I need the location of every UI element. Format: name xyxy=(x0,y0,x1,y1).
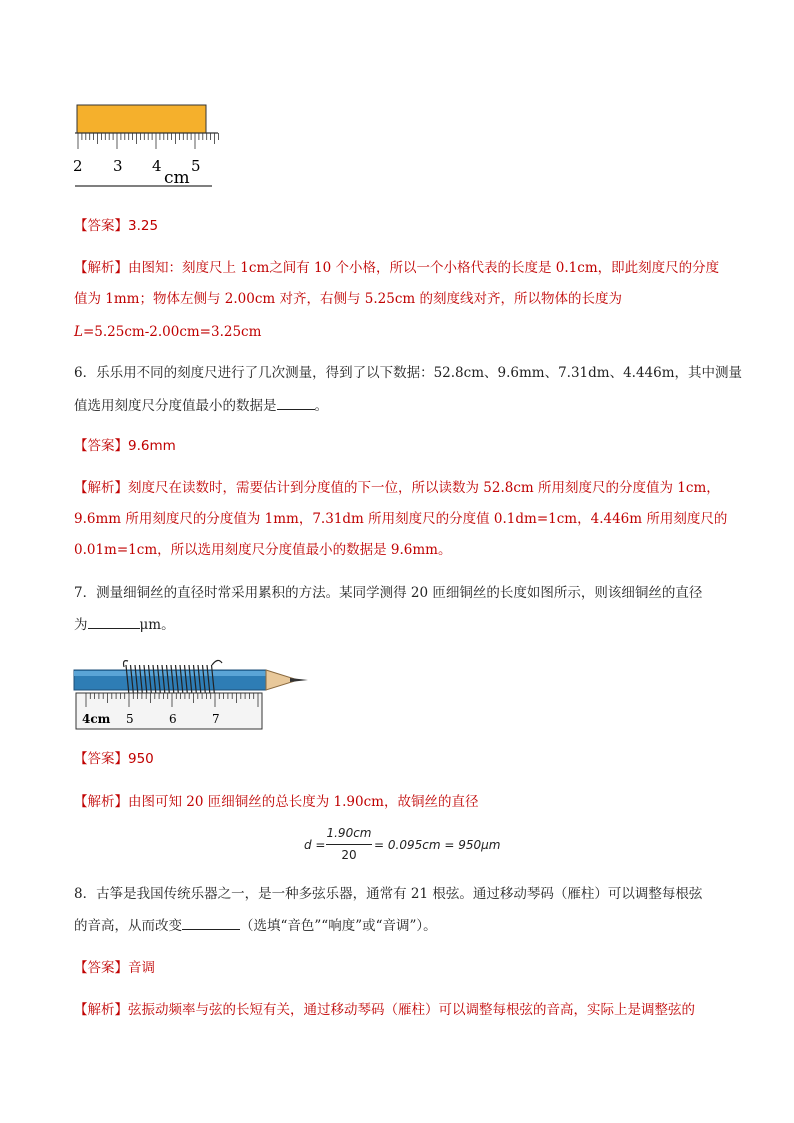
q7-analysis-line1: 【解析】由图可知 20 匝细铜丝的总长度为 1.90cm，故铜丝的直径 xyxy=(74,794,479,810)
diameter-formula: d = 1.90cm 20 = 0.095cm = 950μm xyxy=(304,826,501,862)
q8-answer xyxy=(74,958,724,978)
ruler-label-2: 2 xyxy=(73,157,83,175)
q6-analysis-line3: 0.01m=1cm，所以选用刻度尺分度值最小的数据是 9.6mm。 xyxy=(74,542,452,558)
answer-tag: 【答案】 xyxy=(74,751,128,767)
q6-stem-line1: 6．乐乐用不同的刻度尺进行了几次测量，得到了以下数据：52.8cm、9.6mm、7.31dm、4.446m，其中测量 xyxy=(74,365,743,381)
q6-stem-line2: 值选用刻度尺分度值最小的数据是 。 xyxy=(74,395,724,416)
ruler-unit: cm xyxy=(164,168,190,188)
answer-value: 音调 xyxy=(128,960,155,976)
ruler-label-3: 3 xyxy=(113,157,123,175)
analysis-tag: 【解析】 xyxy=(74,260,128,276)
ruler-ticks xyxy=(78,133,218,149)
q8-analysis-line1: 【解析】弦振动频率与弦的长短有关，通过移动琴码（雁柱）可以调整每根弦的音高，实际上是调整弦的 xyxy=(74,1002,695,1018)
ruler-label-6: 6 xyxy=(169,712,177,726)
answer-blank xyxy=(88,614,140,629)
q5-analysis-line2: 值为 1mm；物体左侧与 2.00cm 对齐，右侧与 5.25cm 的刻度线对齐，所以物体的长度为 xyxy=(74,291,622,307)
q7-answer xyxy=(74,749,724,769)
answer-blank xyxy=(182,915,240,930)
q8-stem-line2: 的音高，从而改变 （选填“音色”“响度”或“音调”）。 xyxy=(74,915,724,936)
q6-analysis-line1: 【解析】刻度尺在读数时，需要估计到分度值的下一位，所以读数为 52.8cm 所用刻度尺的分度值为 1cm， xyxy=(74,480,720,496)
analysis-tag: 【解析】 xyxy=(74,794,128,810)
ruler-label-4cm: 4cm xyxy=(82,712,111,726)
analysis-tag: 【解析】 xyxy=(74,1002,128,1018)
ruler-label-5: 5 xyxy=(191,157,201,175)
q8-stem-line1: 8．古筝是我国传统乐器之一，是一种多弦乐器，通常有 21 根弦。通过移动琴码（雁柱）可以调整每根弦 xyxy=(74,886,703,902)
answer-blank xyxy=(277,395,315,410)
ruler-label-7: 7 xyxy=(212,712,220,726)
answer-tag: 【答案】 xyxy=(74,438,128,454)
ruler-label-5: 5 xyxy=(126,712,134,726)
q5-analysis-line1: 【解析】由图知：刻度尺上 1cm之间有 10 个小格，所以一个小格代表的长度是 0.1cm，即此刻度尺的分度 xyxy=(74,260,720,276)
q7-stem-line2: 为 μm。 xyxy=(74,614,724,635)
analysis-tag: 【解析】 xyxy=(74,480,128,496)
q5-answer xyxy=(74,216,724,236)
q6-analysis-line2: 9.6mm 所用刻度尺的分度值为 1mm，7.31dm 所用刻度尺的分度值 0.1dm=1cm，4.446m 所用刻度尺的 xyxy=(74,511,728,527)
ruler-figure xyxy=(70,100,220,192)
answer-value: 9.6mm xyxy=(128,438,176,454)
answer-value: 3.25 xyxy=(128,218,159,234)
ruler-label-4: 4 xyxy=(152,157,162,175)
answer-value: 950 xyxy=(128,751,154,767)
answer-tag: 【答案】 xyxy=(74,960,128,976)
answer-tag: 【答案】 xyxy=(74,218,128,234)
q5-analysis-line3: L=5.25cm-2.00cm=3.25cm xyxy=(74,324,262,340)
q7-stem-line1: 7．测量细铜丝的直径时常采用累积的方法。某同学测得 20 匝细铜丝的长度如图所示，则该细铜丝的直径 xyxy=(74,585,703,601)
measured-object xyxy=(77,105,206,133)
formula-numerator: 1.90cm xyxy=(326,826,372,840)
q6-answer xyxy=(74,436,724,456)
formula-denominator: 20 xyxy=(341,848,357,862)
pencil-coil-figure xyxy=(72,655,312,731)
